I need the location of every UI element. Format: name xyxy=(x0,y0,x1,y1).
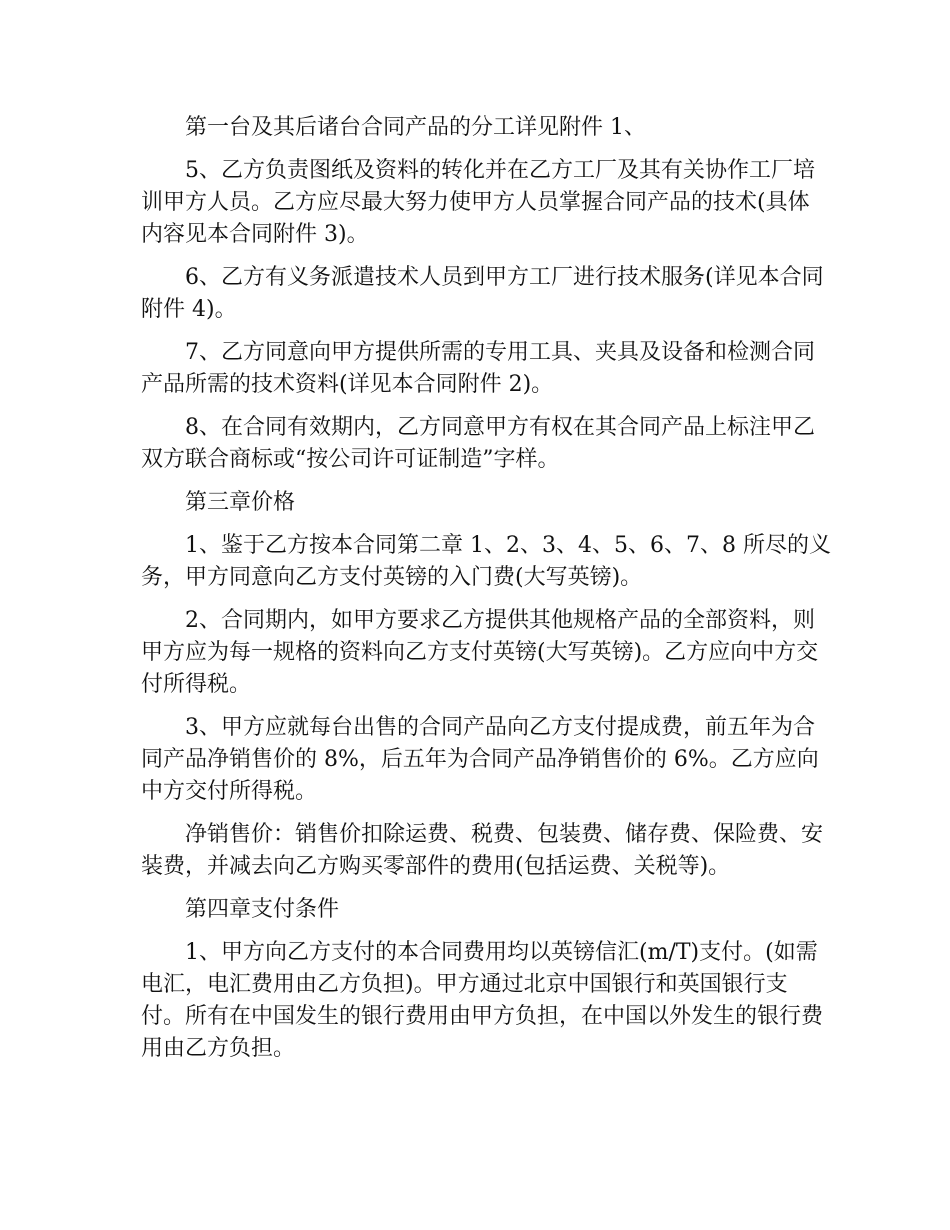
paragraph-clause-8: 8、在合同有效期内，乙方同意甲方有权在其合同产品上标注甲乙双方联合商标或“按公司许可证制造”字样。 xyxy=(141,415,815,472)
paragraph-payment-1: 1、甲方向乙方支付的本合同费用均以英镑信汇(m/T)支付。(如需电汇，电汇费用由乙方负担)。甲方通过北京中国银行和英国银行支付。所有在中国发生的银行费用由甲方负担，在中国以外发生的银行费用由乙方负担。 xyxy=(141,940,824,1061)
paragraph-net-sales-price: 净销售价：销售价扣除运费、税费、包装费、储存费、保险费、安装费，并减去向乙方购买零部件的费用(包括运费、关税等)。 xyxy=(141,822,824,879)
paragraph-price-2: 2、合同期内，如甲方要求乙方提供其他规格产品的全部资料，则甲方应为每一规格的资料向乙方支付英镑(大写英镑)。乙方应向中方交付所得税。 xyxy=(141,608,819,697)
paragraph-clause-6: 6、乙方有义务派遣技术人员到甲方工厂进行技术服务(详见本合同附件 4)。 xyxy=(141,265,824,322)
chapter-3-heading: 第三章价格 xyxy=(185,490,296,515)
paragraph-price-3: 3、甲方应就每台出售的合同产品向乙方支付提成费，前五年为合同产品净销售价的 8%，后五年为合同产品净销售价的 6%。乙方应向中方交付所得税。 xyxy=(141,715,819,804)
paragraph-price-1: 1、鉴于乙方按本合同第二章 1、2、3、4、5、6、7、8 所尽的义务，甲方同意向乙方支付英镑的入门费(大写英镑)。 xyxy=(141,533,831,590)
paragraph-division-of-work: 第一台及其后诸台合同产品的分工详见附件 1、 xyxy=(185,115,646,140)
chapter-4-heading: 第四章支付条件 xyxy=(185,897,340,922)
document-body xyxy=(141,112,831,1076)
paragraph-clause-7: 7、乙方同意向甲方提供所需的专用工具、夹具及设备和检测合同产品所需的技术资料(详见本合同附件 2)。 xyxy=(141,340,815,397)
paragraph-clause-5: 5、乙方负责图纸及资料的转化并在乙方工厂及其有关协作工厂培训甲方人员。乙方应尽最大努力使甲方人员掌握合同产品的技术(具体内容见本合同附件 3)。 xyxy=(141,158,815,247)
